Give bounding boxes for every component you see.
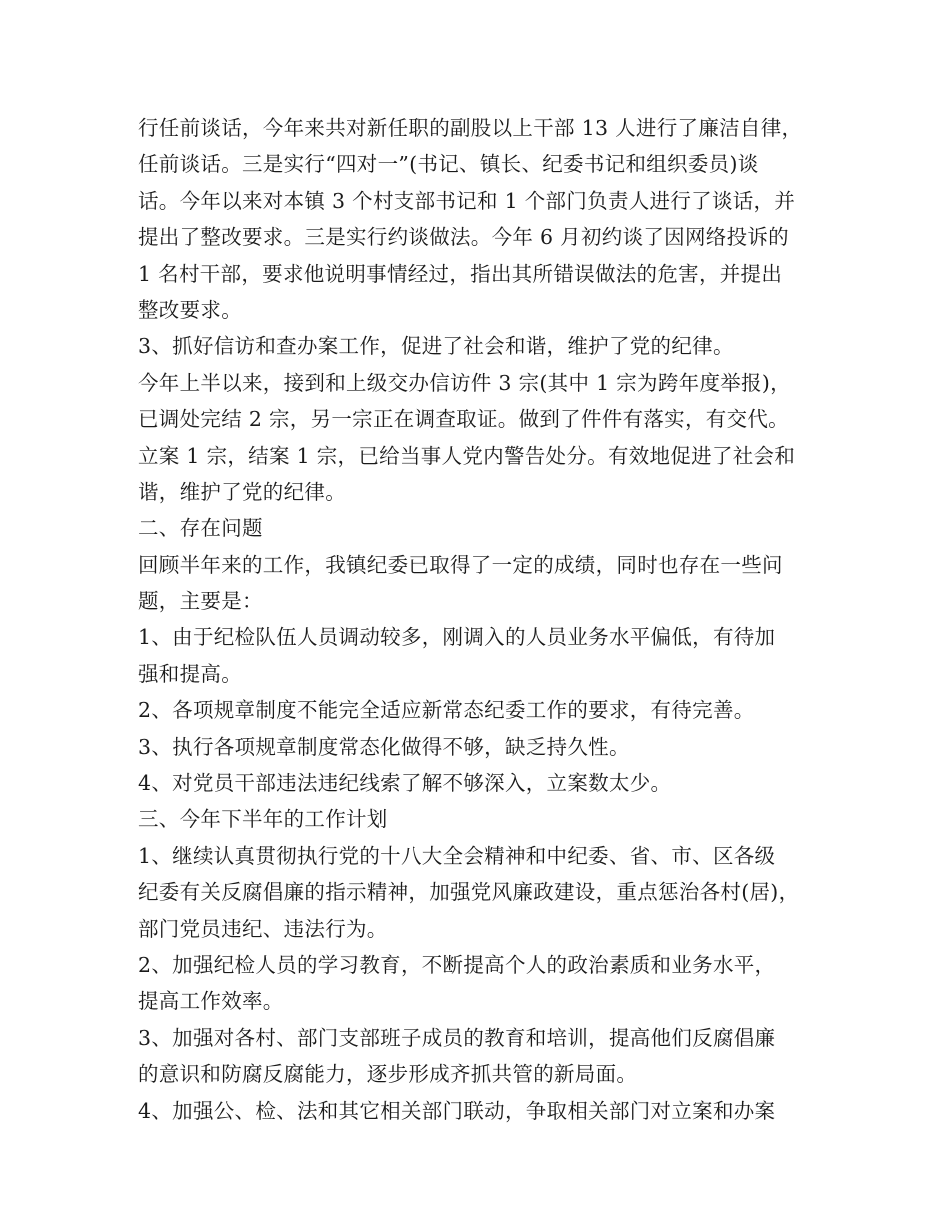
text-line: 行任前谈话，今年来共对新任职的副股以上干部 13 人进行了廉洁自律， (138, 116, 803, 140)
text-line: 谐，维护了党的纪律。 (138, 479, 346, 504)
text-line: 纪委有关反腐倡廉的指示精神，加强党风廉政建设，重点惩治各村(居)， (138, 880, 800, 905)
section-heading-problems: 二、存在问题 (138, 516, 263, 541)
list-item: 4、加强公、检、法和其它相关部门联动，争取相关部门对立案和办案 (138, 1098, 776, 1123)
text-line: 的意识和防腐反腐能力，逐步形成齐抓共管的新局面。 (138, 1062, 638, 1087)
list-item-heading: 3、抓好信访和查办案工作，促进了社会和谐，维护了党的纪律。 (138, 334, 734, 359)
list-item: 3、执行各项规章制度常态化做得不够，缺乏持久性。 (138, 734, 630, 759)
text-line: 题，主要是： (138, 589, 263, 614)
list-item: 1、继续认真贯彻执行党的十八大全会精神和中纪委、省、市、区各级 (138, 843, 776, 868)
list-item: 3、加强对各村、部门支部班子成员的教育和培训，提高他们反腐倡廉 (138, 1025, 776, 1050)
text-line: 整改要求。 (138, 297, 242, 322)
text-line: 1 名村干部，要求他说明事情经过，指出其所错误做法的危害，并提出 (138, 261, 783, 286)
text-line: 回顾半年来的工作，我镇纪委已取得了一定的成绩，同时也存在一些问 (138, 552, 783, 577)
text-line: 今年上半以来，接到和上级交办信访件 3 宗(其中 1 宗为跨年度举报)， (138, 370, 791, 395)
text-line: 立案 1 宗，结案 1 宗，已给当事人党内警告处分。有效地促进了社会和 (138, 443, 796, 468)
list-item: 2、各项规章制度不能完全适应新常态纪委工作的要求，有待完善。 (138, 698, 755, 723)
list-item: 1、由于纪检队伍人员调动较多，刚调入的人员业务水平偏低，有待加 (138, 625, 776, 650)
section-heading-plan: 三、今年下半年的工作计划 (138, 807, 388, 832)
text-line: 话。今年以来对本镇 3 个村支部书记和 1 个部门负责人进行了谈话，并 (138, 188, 796, 213)
document-body (138, 110, 828, 1129)
text-line: 任前谈话。三是实行“四对一”(书记、镇长、纪委书记和组织委员)谈 (138, 152, 759, 177)
list-item: 4、对党员干部违法违纪线索了解不够深入，立案数太少。 (138, 771, 672, 796)
text-line: 提出了整改要求。三是实行约谈做法。今年 6 月初约谈了因网络投诉的 (138, 225, 789, 250)
text-line: 强和提高。 (138, 661, 242, 686)
text-line: 提高工作效率。 (138, 989, 284, 1014)
text-line: 已调处完结 2 宗，另一宗正在调查取证。做到了件件有落实，有交代。 (138, 407, 789, 432)
list-item: 2、加强纪检人员的学习教育，不断提高个人的政治素质和业务水平， (138, 952, 776, 977)
text-line: 部门党员违纪、违法行为。 (138, 916, 388, 941)
